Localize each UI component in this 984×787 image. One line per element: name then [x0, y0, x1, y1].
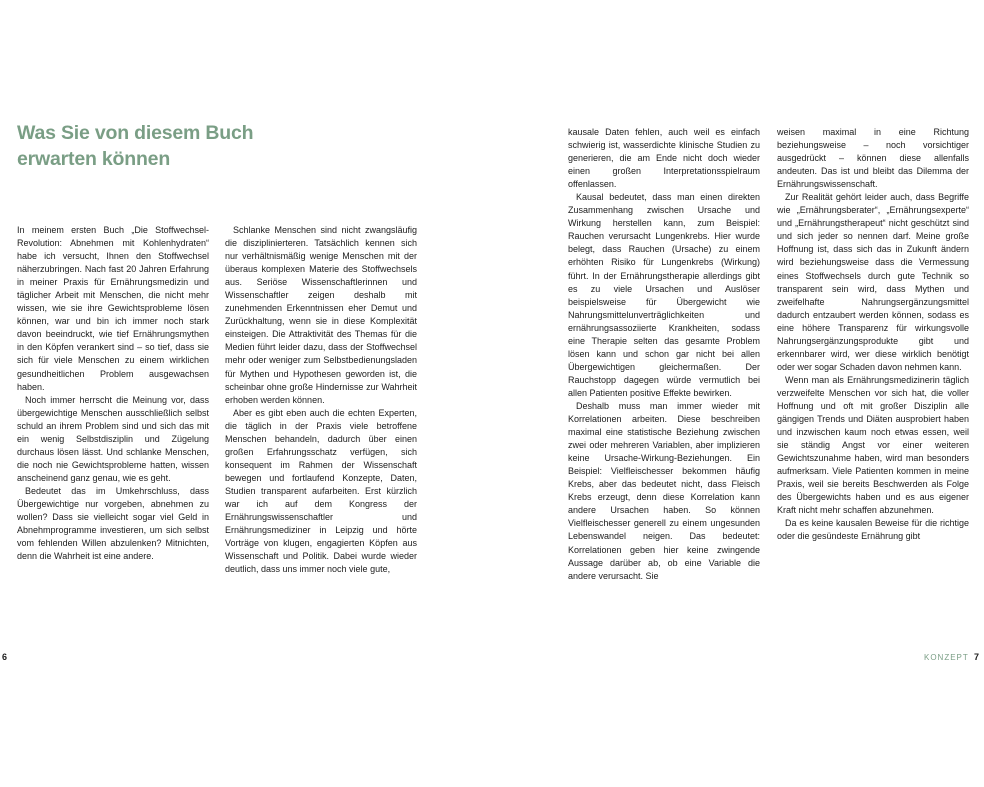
page-number-left: 6	[2, 652, 8, 662]
page-number-right: 7	[974, 652, 980, 662]
chapter-title	[17, 120, 257, 172]
text-column-1	[17, 224, 209, 563]
paragraph: Da es keine kausalen Beweise für die richtige oder die gesündeste Ernährung gibt	[777, 518, 969, 542]
paragraph: Aber es gibt eben auch die echten Experten, die täglich in der Praxis viele betroffene Menschen behandeln, dadurch über einen großen Erfahrungsschatz verfügen, sich konsequent im Rahmen der Wissenschaft bewegen und fortlaufend Konzepte, Daten, Studien transparent aufarbeiten. Erst kürzlich war ich auf dem Kongress der Ernährungswissenschaftler und Ernährungsmediziner in Leipzig und hörte Vorträge von klugen, engagierten Köpfen aus Wissenschaft und Politik. Dabei wurde wieder deutlich, dass uns immer noch viele gute,	[225, 407, 417, 575]
paragraph: weisen maximal in eine Richtung beziehungsweise – noch vorsichtiger ausgedrückt – können diese allenfalls andeuten. Das ist und bleibt das Dilemma der Ernährungswissenschaft.	[777, 127, 969, 190]
paragraph: Bedeutet das im Umkehrschluss, dass Übergewichtige nur vorgeben, abnehmen zu wollen? Dass sie vielleicht sogar viel Geld in Abnehmprogramme investieren, um sich selbst vom fehlenden Willen abzulenken? Mitnichten, denn die Wahrheit ist eine andere.	[17, 485, 209, 562]
text-column-2	[225, 224, 417, 576]
paragraph: Schlanke Menschen sind nicht zwangsläufig die disziplinierteren. Tatsächlich kennen sich nur verhältnismäßig wenige Menschen mit der überaus komplexen Materie des Stoffwechsels aus. Seriöse Wissenschaftlerinnen und Wissenschaftler zeigen deshalb mit zunehmenden Erkenntnissen eher Demut und Zurückhaltung, wenn sie in diese Komplexität einsteigen. Die Attraktivität des Themas für die Medien führt leider dazu, dass der Stoffwechsel mehr oder weniger zum Selbstbedienungsladen für Mythen und Hypothesen geworden ist, die scheinbar ohne große Hindernisse zur Wahrheit erhoben werden können.	[225, 225, 417, 405]
chapter-title-line-2: erwarten können	[17, 148, 171, 170]
text-column-4	[777, 126, 969, 544]
paragraph: kausale Daten fehlen, auch weil es einfach schwierig ist, wasserdichte klinische Studien zu generieren, die am Ende nicht doch wieder einen großen Interpretationsspielraum offenlassen.	[568, 127, 760, 190]
paragraph: Kausal bedeutet, dass man einen direkten Zusammenhang zwischen Ursache und Wirkung herstellen kann, zum Beispiel: Rauchen verursacht Lungenkrebs. Hier wurde belegt, dass Rauchen (Ursache) zu einem erhöhten Risiko für Lungenkrebs (Wirkung) führt. In der Ernährungstherapie allerdings gibt es zu viele Ursachen und Auslöser beispielsweise für Übergewicht wie Nahrungsmittelunverträglichkeiten und ernährungsassoziierte Krankheiten, sodass eine Therapie selten das gesamte Problem lösen kann und schon gar nicht bei allen Übergewichtigen gleichermaßen. Der Rauchstopp dagegen würde vermutlich bei allen Patienten positive Effekte bewirken.	[568, 192, 760, 398]
paragraph: Noch immer herrscht die Meinung vor, dass übergewichtige Menschen ausschließlich selbst schuld an ihrem Problem sind und sich das mit ein wenig Selbstdisziplin und Zügelung durchaus lösen lässt. Und schlanke Menschen, die noch nie Gewichtsprobleme hatten, wissen anscheinend ganz genau, wie es geht.	[17, 394, 209, 483]
running-head: KONZEPT	[924, 653, 969, 662]
chapter-title-line-1: Was Sie von diesem Buch	[17, 122, 254, 144]
paragraph: Zur Realität gehört leider auch, dass Begriffe wie „Ernährungsberater“, „Ernährungsexperte“ und „Ernährungstherapeut“ nicht geschützt sind und sich jeder so nennen darf. Meine große Hoffnung ist, dass sich das in Zukunft ändern wird beziehungsweise dass die Vermessung eines Stoffwechsels durch gute Technik so transparent sein wird, dass Mythen und zweifelhafte Nahrungsergänzungsmittel dadurch entzaubert werden können, sodass es eine höhere Transparenz für wirkungsvolle Nahrungsergänzungsprodukte gibt und erkennbarer wird, wer diese wirklich benötigt oder wer sogar Schaden davon nehmen kann.	[777, 192, 969, 372]
paragraph: In meinem ersten Buch „Die Stoffwechsel-Revolution: Abnehmen mit Kohlenhydraten“ habe ich versucht, Ihnen den Stoffwechsel näherzubringen. Nach fast 20 Jahren Erfahrung in meiner Praxis für Ernährungsmedizin und täglicher Arbeit mit Menschen, die nicht mehr wissen, wie sie ihre Gewichtsprobleme lösen können, war und bin ich immer noch stark davon beeindruckt, wie tief Ernährungsmythen in den Köpfen verankert sind – so tief, dass sie sich für viele Menschen zu einem wirklichen gesundheitlichen Problem ausgewachsen haben.	[17, 225, 209, 392]
paragraph: Deshalb muss man immer wieder mit Korrelationen arbeiten. Diese beschreiben maximal eine statistische Beziehung zwischen zwei oder mehreren Variablen, aber implizieren keine Ursache-Wirkung-Beziehungen. Ein Beispiel: Vielfleischesser bekommen häufig Krebs, aber das bedeutet nicht, dass Fleisch Krebs erzeugt, denn diese Korrelation kann andere Ursachen haben. So können Vielfleischesser generell zu einem ungesunden Lebenswandel neigen. Das bedeutet: Korrelationen geben hier keine zwingende Aussage darüber ab, ob eine Variable die andere verursacht. Sie	[568, 400, 760, 581]
text-column-3	[568, 126, 760, 583]
paragraph: Wenn man als Ernährungsmedizinerin täglich verzweifelte Menschen vor sich hat, die voller Hoffnung und oft mit großer Disziplin alle gängigen Trends und Diäten ausprobiert haben und inzwischen kaum noch etwas essen, weil sie ständig Angst vor einer weiteren Gewichtszunahme haben, wird man besonders aufmerksam. Viele Patienten kommen in meine Praxis, weil sie bereits Beschwerden als Folge des Übergewichts haben und es aus eigener Kraft nicht mehr schaffen abzunehmen.	[777, 374, 969, 516]
